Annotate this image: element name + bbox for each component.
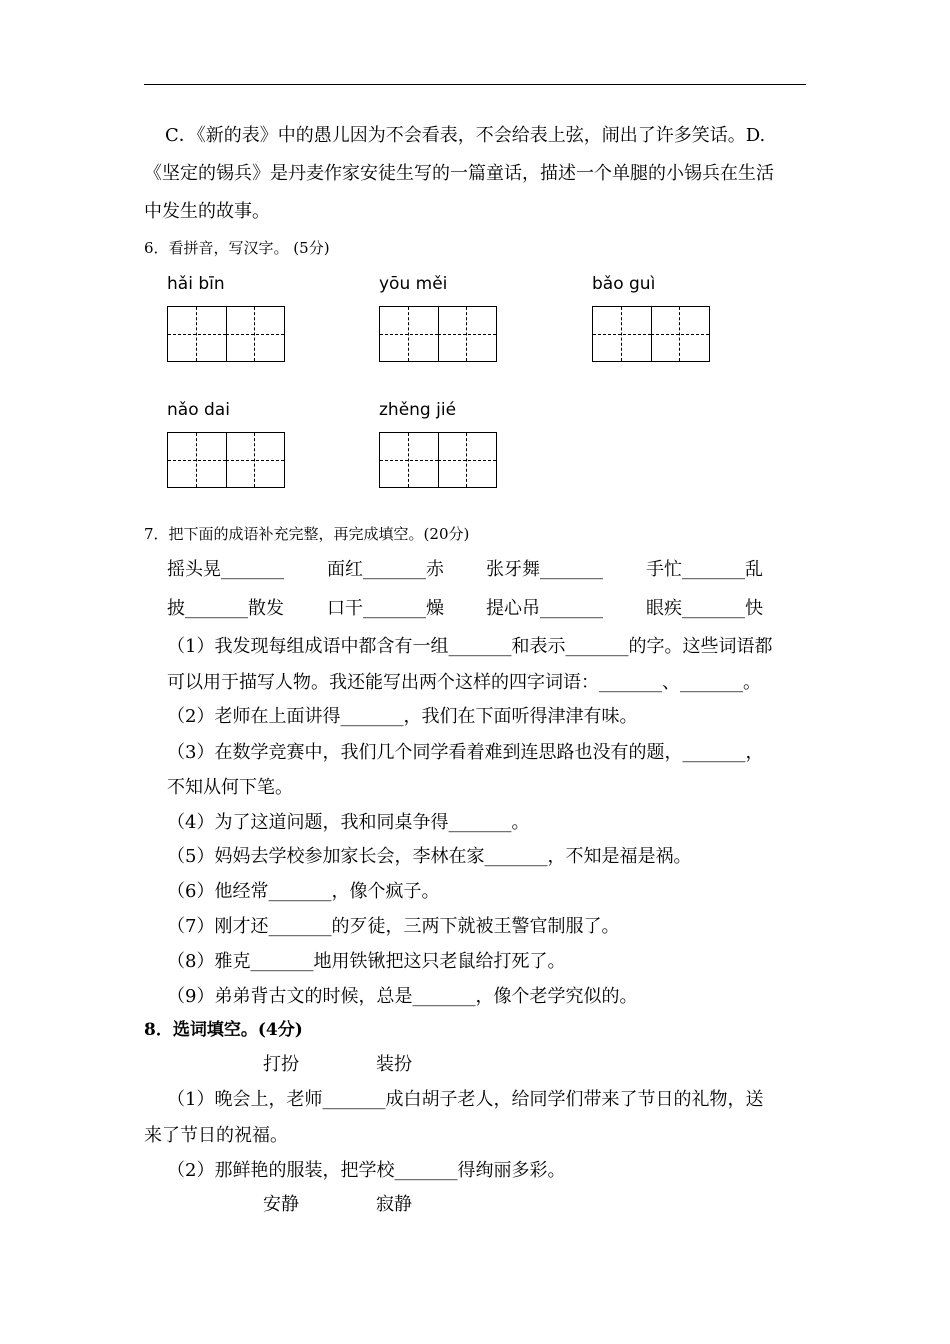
q5-line-1: C．《新的表》中的愚儿因为不会看表，不会给表上弦，闹出了许多笑话。D. — [165, 125, 766, 146]
idiom-1: 摇头晃_______ — [167, 559, 284, 580]
word-option-3: 安静 — [263, 1194, 299, 1215]
idiom-8: 眼疾_______快 — [646, 598, 763, 619]
pinyin-1: hǎi bīn — [167, 274, 225, 294]
writing-grid-2[interactable] — [379, 306, 497, 362]
writing-grid-3[interactable] — [592, 306, 710, 362]
q7-line-10: （8）雅克_______地用铁锹把这只老鼠给打死了。 — [167, 951, 566, 972]
pinyin-5: zhěng jié — [379, 400, 457, 420]
q7-line-11: （9）弟弟背古文的时候，总是_______，像个老学究似的。 — [167, 986, 638, 1007]
q7-line-2: 可以用于描写人物。我还能写出两个这样的四字词语：_______、_______。 — [167, 672, 761, 693]
q7-line-6: （4）为了这道问题，我和同桌争得_______。 — [167, 812, 530, 833]
writing-grid-1[interactable] — [167, 306, 285, 362]
q7-line-5: 不知从何下笔。 — [167, 777, 293, 798]
q8-title: 8．选词填空。(4分) — [144, 1020, 303, 1040]
q7-title: 7．把下面的成语补充完整，再完成填空。(20分) — [144, 525, 470, 543]
idiom-2: 面红_______赤 — [327, 559, 444, 580]
q7-line-8: （6）他经常_______，像个疯子。 — [167, 881, 440, 902]
idiom-7: 提心吊_______ — [486, 598, 603, 619]
q7-line-4: （3）在数学竞赛中，我们几个同学看着难到连思路也没有的题，_______， — [167, 742, 764, 763]
idiom-6: 口干_______燥 — [327, 598, 444, 619]
pinyin-3: bǎo guì — [592, 274, 656, 294]
q5-line-3: 中发生的故事。 — [144, 201, 270, 222]
idiom-4: 手忙_______乱 — [646, 559, 763, 580]
idiom-3: 张牙舞_______ — [486, 559, 603, 580]
q7-line-9: （7）刚才还_______的歹徒，三两下就被王警官制服了。 — [167, 916, 620, 937]
pinyin-2: yōu měi — [379, 274, 448, 294]
q7-line-3: （2）老师在上面讲得_______，我们在下面听得津津有味。 — [167, 706, 638, 727]
word-option-1: 打扮 — [263, 1054, 299, 1075]
idiom-5: 披_______散发 — [167, 598, 284, 619]
q6-title: 6．看拼音，写汉字。 (5分) — [144, 239, 330, 257]
q7-line-1: （1）我发现每组成语中都含有一组_______和表示_______的字。这些词语都 — [167, 636, 773, 657]
q7-line-7: （5）妈妈去学校参加家长会，李林在家_______，不知是福是祸。 — [167, 846, 692, 867]
q8-line-1: （1）晚会上，老师_______成白胡子老人，给同学们带来了节日的礼物，送 — [167, 1089, 764, 1110]
q8-line-3: （2）那鲜艳的服装，把学校_______得绚丽多彩。 — [167, 1160, 566, 1181]
writing-grid-5[interactable] — [379, 432, 497, 488]
header-rule — [144, 84, 806, 85]
word-option-2: 装扮 — [376, 1054, 412, 1075]
q8-line-2: 来了节日的祝福。 — [144, 1125, 288, 1146]
writing-grid-4[interactable] — [167, 432, 285, 488]
q5-line-2: 《坚定的锡兵》是丹麦作家安徒生写的一篇童话，描述一个单腿的小锡兵在生活 — [144, 163, 774, 184]
pinyin-4: nǎo dai — [167, 400, 230, 420]
word-option-4: 寂静 — [376, 1194, 412, 1215]
